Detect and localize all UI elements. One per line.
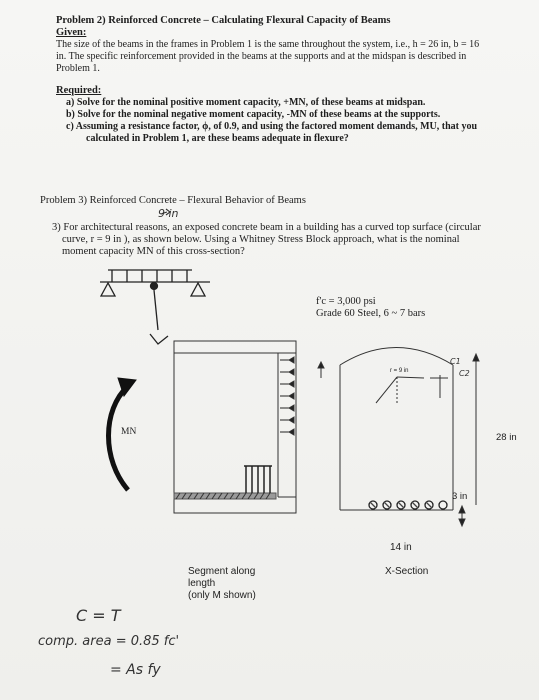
width-dimension: 14 in [390,542,412,553]
cover-dimension: 3 in [452,491,468,502]
radius-label: r = 9 in [390,368,409,374]
segment-caption-1: Segment along [188,566,256,577]
note-as-fy: = As fy [110,662,161,678]
xsection-caption: X-Section [385,566,429,577]
segment-caption-2: length [188,578,216,589]
given-heading: Given: [56,27,87,38]
given-line-1: The size of the beams in the frames in Problem 1 is the same throughout the system, i.e., h = 26 in, b = 16 [56,39,480,50]
mn-label: MN [121,427,137,437]
beam-segment [174,341,296,513]
segment-caption-3: (only M shown) [188,590,256,601]
required-a: a) Solve for the nominal positive moment capacity, +MN, of these beams at midspan. [66,97,426,108]
fc-label: f'c = 3,000 psi [316,296,376,307]
note-comp-area: comp. area = 0.85 fc' [38,634,180,649]
required-c-line-1: c) Assuming a resistance factor, ϕ, of 0.9, and using the factored moment demands, MU, that you [66,121,478,132]
height-dimension: 28 in [496,432,517,443]
given-line-3: Problem 1. [56,63,100,74]
handwritten-9in: 9 in [158,207,179,220]
problem3-title: Problem 3) Reinforced Concrete – Flexural Behavior of Beams [40,195,306,206]
handwritten-strokes [161,209,170,215]
hand-c1: C1 [450,357,461,366]
problem3-text-line-3: moment capacity MN of this cross-section? [62,246,245,257]
rebar-bars [369,501,447,509]
hand-c2: C2 [459,369,470,378]
note-c-equals-t: C = T [76,606,121,625]
problem2-title: Problem 2) Reinforced Concrete – Calculating Flexural Capacity of Beams [56,15,391,26]
given-line-2: in. The specific reinforcement provided in the beams at the supports and at the midspan is described in [56,51,467,62]
steel-label: Grade 60 Steel, 6 ~ 7 bars [316,308,426,319]
required-c-line-2: calculated in Problem 1, are these beams adequate in flexure? [86,133,349,144]
required-b: b) Solve for the nominal negative moment capacity, -MN of these beams at the supports. [66,109,441,120]
simply-supported-beam-icon [100,270,210,344]
problem3-text-line-2: curve, r = 9 in ), as shown below. Using a Whitney Stress Block approach, what is the nominal [62,234,460,245]
required-heading: Required: [56,85,102,96]
problem3-text-line-1: 3) For architectural reasons, an exposed concrete beam in a building has a curved top surface (circular [52,222,481,233]
